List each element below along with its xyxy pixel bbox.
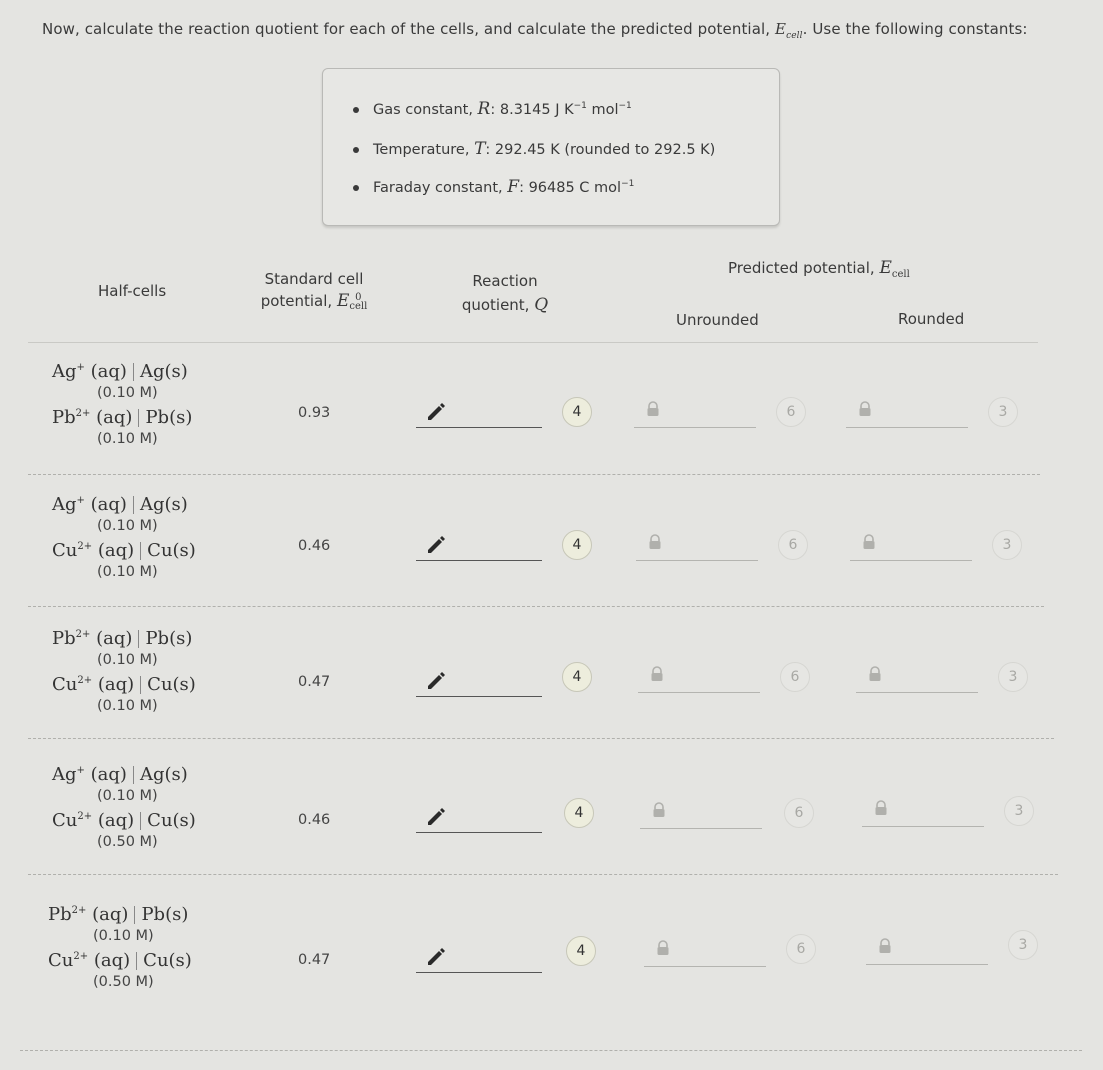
constant-faraday <box>353 177 634 197</box>
header-standard-label: potential, <box>260 292 337 310</box>
header-standard-cell <box>252 270 376 311</box>
state: (aq) <box>90 361 127 382</box>
pencil-icon <box>426 534 446 554</box>
phase-boundary <box>133 496 134 514</box>
phase-boundary <box>138 630 139 648</box>
electrode: Ag(s) <box>139 764 188 785</box>
standard-potential-value: 0.46 <box>298 812 331 828</box>
header-reaction-quotient <box>450 272 560 315</box>
reaction-quotient-input[interactable] <box>416 946 542 973</box>
lock-icon <box>874 800 888 816</box>
electrode: Cu(s) <box>147 674 196 695</box>
pencil-icon <box>426 670 446 690</box>
constant-symbol: F <box>507 177 520 197</box>
instruction-text <box>42 20 1082 41</box>
unrounded-input-locked <box>638 666 760 693</box>
sig-figs-badge: 3 <box>992 530 1022 560</box>
phase-boundary <box>140 812 141 830</box>
header-standard-line1: Standard cell <box>264 270 364 288</box>
ion: Pb <box>52 628 76 649</box>
ion-charge: 2+ <box>77 675 93 686</box>
table-row <box>0 898 1103 1028</box>
ion: Pb <box>48 904 72 925</box>
ion-charge: 2+ <box>75 408 91 419</box>
table-row <box>0 758 1103 888</box>
header-reaction-label: quotient, <box>461 296 535 314</box>
table-row <box>0 622 1103 752</box>
half-cell-bottom <box>52 407 192 431</box>
half-cell-top <box>52 764 196 788</box>
rounded-input-locked <box>850 534 972 561</box>
sig-figs-badge: 3 <box>1004 796 1034 826</box>
ion: Cu <box>52 810 78 831</box>
half-cells-cell <box>48 904 192 996</box>
ion: Cu <box>52 540 78 561</box>
state: (aq) <box>97 540 135 561</box>
state: (aq) <box>97 810 135 831</box>
phase-boundary <box>133 766 134 784</box>
lock-icon <box>878 938 892 954</box>
ecell-subscript: cell <box>786 31 803 41</box>
concentration: (0.10 M) <box>97 652 158 668</box>
bullet-icon <box>353 107 359 113</box>
pencil-icon <box>426 806 446 826</box>
header-reaction-line1: Reaction <box>472 272 538 290</box>
ion: Cu <box>48 950 74 971</box>
constant-temperature <box>353 139 715 159</box>
electrode: Pb(s) <box>141 904 189 925</box>
row-divider <box>28 606 1044 607</box>
rounded-input-locked <box>856 666 978 693</box>
state: (aq) <box>90 764 127 785</box>
constant-unit: mol <box>586 102 619 118</box>
sig-figs-badge: 3 <box>988 397 1018 427</box>
constant-symbol: T <box>474 139 486 159</box>
ion-charge: + <box>76 495 85 506</box>
standard-potential-value: 0.46 <box>298 538 331 554</box>
sig-figs-badge: 6 <box>786 934 816 964</box>
sig-figs-badge: 3 <box>998 662 1028 692</box>
half-cells-cell <box>52 494 196 586</box>
ion: Ag <box>52 494 77 515</box>
constant-exponent: −1 <box>573 101 587 112</box>
constant-value: : 96485 C mol <box>519 180 622 196</box>
row-divider <box>20 1050 1082 1051</box>
ion-charge: 2+ <box>75 629 91 640</box>
constant-value: : 292.45 K (rounded to 292.5 K) <box>485 142 716 158</box>
lock-icon <box>650 666 664 682</box>
reaction-quotient-input[interactable] <box>416 806 542 833</box>
phase-boundary <box>136 952 137 970</box>
e0-sub: cell <box>349 300 368 312</box>
constant-exponent: −1 <box>618 101 632 112</box>
sig-figs-badge: 4 <box>566 936 596 966</box>
concentration: (0.10 M) <box>97 564 158 580</box>
header-predicted-potential <box>728 258 910 280</box>
standard-potential-value: 0.47 <box>298 952 331 968</box>
concentration: (0.10 M) <box>97 698 158 714</box>
phase-boundary <box>140 542 141 560</box>
q-symbol: Q <box>534 295 549 315</box>
header-standard-line2 <box>252 291 376 311</box>
header-rounded: Rounded <box>898 310 965 328</box>
state: (aq) <box>90 494 127 515</box>
ecell-letter: E <box>775 20 787 38</box>
unrounded-input-locked <box>636 534 758 561</box>
reaction-quotient-input[interactable] <box>416 401 542 428</box>
half-cells-cell <box>52 628 196 720</box>
state: (aq) <box>96 407 133 428</box>
header-half-cells: Half-cells <box>98 282 167 300</box>
sig-figs-badge: 4 <box>562 530 592 560</box>
electrode: Pb(s) <box>145 628 193 649</box>
concentration: (0.50 M) <box>97 834 158 850</box>
half-cell-top <box>52 494 196 518</box>
e0-scripts <box>349 293 367 311</box>
electrode: Cu(s) <box>147 810 196 831</box>
ion-charge: 2+ <box>73 951 89 962</box>
constant-gas <box>353 99 632 119</box>
lock-icon <box>648 534 662 550</box>
ecell-symbol <box>775 20 803 41</box>
table-row <box>0 355 1103 485</box>
lock-icon <box>652 802 666 818</box>
ecell-symbol: E <box>879 258 892 278</box>
ion: Pb <box>52 407 76 428</box>
ion-charge: 2+ <box>77 541 93 552</box>
header-unrounded: Unrounded <box>676 311 759 329</box>
sig-figs-badge: 6 <box>778 530 808 560</box>
electrode: Ag(s) <box>139 494 188 515</box>
constants-box <box>322 68 780 226</box>
concentration: (0.10 M) <box>93 928 154 944</box>
electrode: Cu(s) <box>143 950 192 971</box>
ion: Ag <box>52 361 77 382</box>
instruction-tail: . Use the following constants: <box>802 20 1028 38</box>
electrode: Ag(s) <box>139 361 188 382</box>
concentration: (0.10 M) <box>97 431 158 447</box>
lock-icon <box>862 534 876 550</box>
sig-figs-badge: 4 <box>564 798 594 828</box>
ion-charge: + <box>76 362 85 373</box>
bullet-icon <box>353 147 359 153</box>
half-cell-top <box>52 628 196 652</box>
instruction-lead: Now, calculate the reaction quotient for each of the cells, and calculate the predicted potential, <box>42 20 775 38</box>
unrounded-input-locked <box>634 401 756 428</box>
phase-boundary <box>140 676 141 694</box>
electrode: Pb(s) <box>145 407 193 428</box>
unrounded-input-locked <box>640 802 762 829</box>
bullet-icon <box>353 185 359 191</box>
constant-value: : 8.3145 J K <box>490 102 574 118</box>
half-cell-top <box>52 361 192 385</box>
state: (aq) <box>97 674 135 695</box>
concentration: (0.10 M) <box>97 385 158 401</box>
row-divider <box>28 874 1058 875</box>
standard-potential-value: 0.93 <box>298 405 331 421</box>
header-reaction-line2 <box>450 295 560 315</box>
sig-figs-badge: 4 <box>562 662 592 692</box>
row-divider <box>28 738 1054 739</box>
ion-charge: + <box>76 765 85 776</box>
unrounded-input-locked <box>644 940 766 967</box>
constant-label: Gas constant, <box>373 102 478 118</box>
sig-figs-badge: 6 <box>780 662 810 692</box>
concentration: (0.10 M) <box>97 788 158 804</box>
lock-icon <box>858 401 872 417</box>
pencil-icon <box>426 946 446 966</box>
phase-boundary <box>134 906 135 924</box>
pencil-icon <box>426 401 446 421</box>
sig-figs-badge: 4 <box>562 397 592 427</box>
sig-figs-badge: 3 <box>1008 930 1038 960</box>
header-predicted-label: Predicted potential, <box>728 259 880 277</box>
standard-potential-value: 0.47 <box>298 674 331 690</box>
rounded-input-locked <box>862 800 984 827</box>
constant-label: Temperature, <box>373 142 475 158</box>
state: (aq) <box>92 904 129 925</box>
concentration: (0.10 M) <box>97 518 158 534</box>
sig-figs-badge: 6 <box>784 798 814 828</box>
e0-sup: 0 <box>355 291 362 303</box>
reaction-quotient-input[interactable] <box>416 670 542 697</box>
constant-exponent: −1 <box>621 179 635 190</box>
ion: Ag <box>52 764 77 785</box>
ion-charge: 2+ <box>77 811 93 822</box>
ecell-subscript: cell <box>891 269 910 280</box>
sig-figs-badge: 6 <box>776 397 806 427</box>
lock-icon <box>646 401 660 417</box>
half-cell-bottom <box>52 540 196 564</box>
half-cell-bottom <box>52 810 196 834</box>
concentration: (0.50 M) <box>93 974 154 990</box>
half-cells-cell <box>52 361 192 453</box>
constant-symbol: R <box>477 99 491 119</box>
ion: Cu <box>52 674 78 695</box>
reaction-quotient-input[interactable] <box>416 534 542 561</box>
half-cell-bottom <box>52 674 196 698</box>
electrode: Cu(s) <box>147 540 196 561</box>
rounded-input-locked <box>846 401 968 428</box>
lock-icon <box>656 940 670 956</box>
state: (aq) <box>93 950 131 971</box>
half-cells-cell <box>52 764 196 856</box>
ion-charge: 2+ <box>71 905 87 916</box>
e0-symbol: E <box>336 291 350 311</box>
half-cell-bottom <box>48 950 192 974</box>
table-row <box>0 488 1103 618</box>
phase-boundary <box>133 363 134 381</box>
row-divider <box>28 474 1040 475</box>
constant-label: Faraday constant, <box>373 180 508 196</box>
state: (aq) <box>96 628 133 649</box>
rounded-input-locked <box>866 938 988 965</box>
lock-icon <box>868 666 882 682</box>
phase-boundary <box>138 409 139 427</box>
header-divider <box>28 342 1038 343</box>
half-cell-top <box>48 904 192 928</box>
